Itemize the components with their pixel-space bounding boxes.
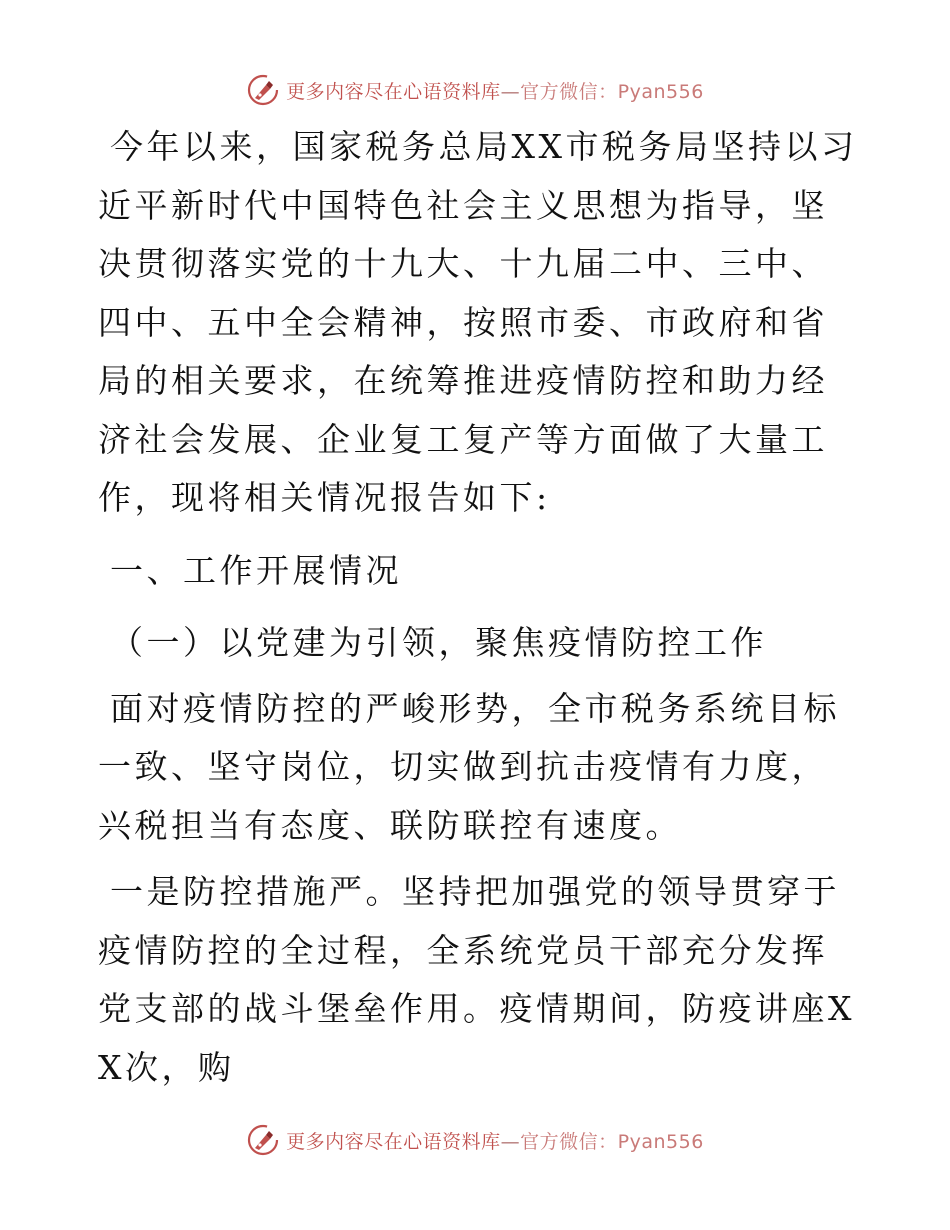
footer-banner-title: 更多内容尽在心语资料库: [286, 1130, 501, 1153]
pen-nib-logo-icon: [246, 73, 280, 107]
subsection-heading: （一）以党建为引领，聚焦疫情防控工作: [110, 622, 767, 662]
footer-banner-dash: —: [500, 1130, 521, 1153]
pen-nib-logo-icon: [246, 1123, 280, 1157]
body-paragraph-1: 面对疫情防控的严峻形势，全市税务系统目标一致、坚守岗位，切实做到抗击疫情有力度，兴税担当有态度、联防联控有速度。: [98, 688, 840, 845]
header-banner-wechat: 官方微信：Pyan556: [520, 80, 704, 103]
footer-banner-text: [286, 1127, 704, 1154]
header-banner-title: 更多内容尽在心语资料库: [286, 80, 501, 103]
body-paragraph-2: 一是防控措施严。坚持把加强党的领导贯穿于疫情防控的全过程，全系统党员干部充分发挥党支部的战斗堡垒作用。疫情期间，防疫讲座XX次，购: [98, 872, 855, 1087]
header-banner-text: [286, 77, 704, 104]
footer-banner-wechat: 官方微信：Pyan556: [520, 1130, 704, 1153]
header-banner: [0, 70, 950, 110]
document-body: [98, 118, 858, 1097]
header-banner-dash: —: [500, 80, 521, 103]
intro-paragraph: 今年以来，国家税务总局XX市税务局坚持以习近平新时代中国特色社会主义思想为指导，坚决贯彻落实党的十九大、十九届二中、三中、四中、五中全会精神，按照市委、市政府和省局的相关要求，在统筹推进疫情防控和助力经济社会发展、企业复工复产等方面做了大量工作，现将相关情况报告如下:: [98, 127, 858, 517]
section-heading: 一、工作开展情况: [110, 550, 402, 590]
footer-banner: [0, 1120, 950, 1160]
